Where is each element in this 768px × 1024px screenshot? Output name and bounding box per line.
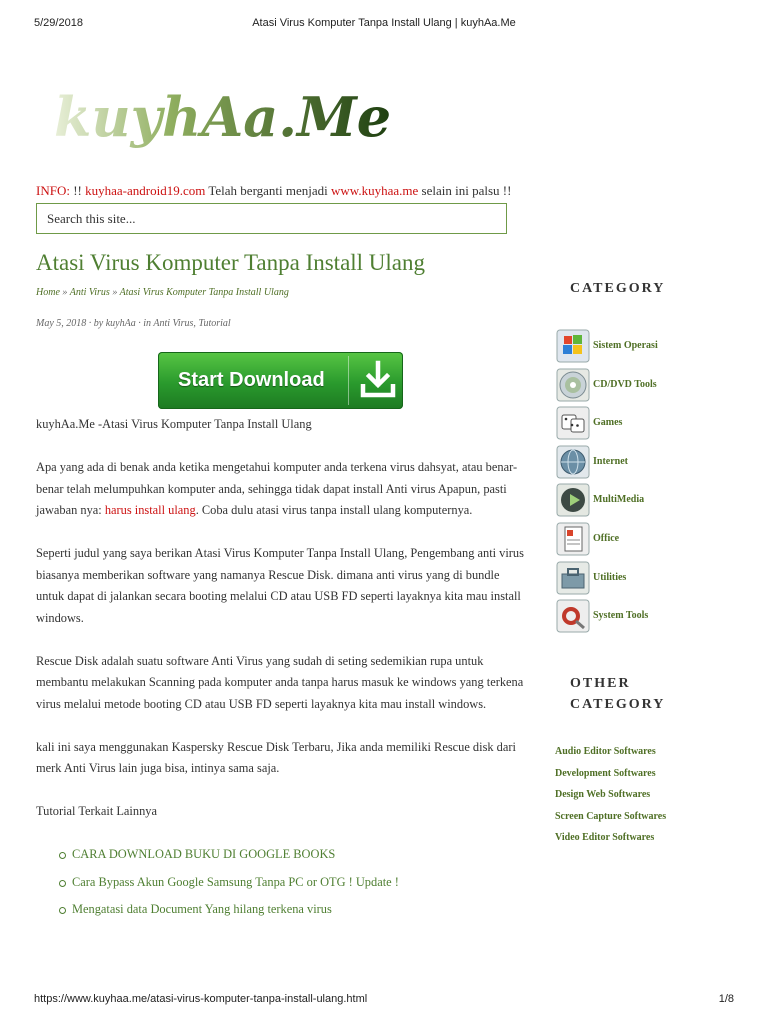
other-category-heading-line2: CATEGORY [570,697,666,712]
paragraph: kali ini saya menggunakan Kaspersky Rescue Disk Terbaru, Jika anda memiliki Rescue disk dari merk Anti Virus lain juga bisa, intinya sama saja. [36,739,516,775]
other-category-link[interactable]: Audio Editor Softwares [555,746,656,757]
other-category-heading-line1: OTHER [570,676,631,691]
category-item-games[interactable] [555,405,745,444]
paragraph [36,457,526,522]
meta-in: · in [138,318,152,329]
print-page-number: 1/8 [718,993,734,1005]
paragraph: Rescue Disk adalah suatu software Anti Virus yang sudah di seting sedemikian rupa untuk membantu melakukan Scanning pada komputer anda tanpa harus masuk ke windows yang terkena virus melalui metode booting CD atau USB FD seperti layaknya kita mau install windows. [36,653,524,711]
download-arrow-icon [358,360,398,400]
search-input[interactable]: Search this site... [36,203,507,234]
info-tail-text: selain ini palsu !! [421,183,512,198]
windows-logo-icon [555,328,591,364]
post-category-link[interactable]: Anti Virus, [153,318,196,329]
post-category-link[interactable]: Tutorial [198,318,231,329]
category-label: Internet [593,455,628,467]
info-exclaim: !! [73,183,82,198]
toolbox-icon [555,560,591,596]
print-url: https://www.kuyhaa.me/atasi-virus-komputer-tanpa-install-ulang.html [34,993,368,1005]
category-item-multimedia[interactable] [555,482,745,521]
breadcrumb-category[interactable]: Anti Virus [69,287,110,298]
info-label: INFO: [36,183,70,198]
category-label: Office [593,532,620,544]
category-item-system-tools[interactable] [555,598,745,637]
paragraph: Seperti judul yang saya berikan Atasi Virus Komputer Tanpa Install Ulang, Pengembang anti virus biasanya memberikan software yang namanya Rescue Disk. dimana anti virus yang di bundle untuk dapat di jalankan secara booting melalui CD atau USB FD seperti layaknya kita mau install windows. [36,546,524,625]
disc-icon [555,367,591,403]
category-item-internet[interactable] [555,444,745,483]
category-label: Games [593,417,623,429]
related-list [36,844,526,921]
list-item [36,872,526,894]
new-domain-link[interactable]: www.kuyhaa.me [331,183,419,198]
print-date: 5/29/2018 [34,17,83,29]
other-category-heading [570,673,665,715]
category-label: CD/DVD Tools [593,378,657,390]
post-author-link[interactable]: kuyhAa [105,318,136,329]
install-ulang-link[interactable]: harus install ulang [104,503,196,517]
other-category-link[interactable]: Design Web Softwares [555,789,651,800]
globe-icon [555,444,591,480]
category-label: MultiMedia [593,494,645,506]
category-label: System Tools [593,610,649,622]
document-icon [555,521,591,557]
breadcrumb-current: Atasi Virus Komputer Tanpa Install Ulang [119,287,289,298]
other-category-link[interactable]: Video Editor Softwares [555,832,655,843]
list-item [36,844,526,866]
breadcrumb-home[interactable]: Home [36,287,60,298]
paragraph-text: . Coba dulu atasi virus tanpa install ulang komputernya. [195,503,473,517]
media-player-icon [555,482,591,518]
related-link[interactable]: CARA DOWNLOAD BUKU DI GOOGLE BOOKS [72,847,336,861]
category-heading: CATEGORY [570,281,666,296]
category-label: Sistem Operasi [593,340,658,351]
other-category-link[interactable]: Screen Capture Softwares [555,810,667,822]
post-meta [36,318,231,329]
old-domain-link[interactable]: kuyhaa-android19.com [85,183,206,198]
breadcrumb-separator: » [62,287,68,298]
category-item-cd-dvd-tools[interactable] [555,367,745,406]
related-link[interactable]: Mengatasi data Document Yang hilang terkena virus [72,902,332,916]
category-list [555,328,745,637]
button-divider [348,356,349,405]
related-link[interactable]: Cara Bypass Akun Google Samsung Tanpa PC or OTG ! Update ! [72,874,399,889]
post-title: Atasi Virus Komputer Tanpa Install Ulang [36,250,426,275]
print-header [34,17,734,33]
site-logo[interactable] [52,62,392,162]
related-heading: Tutorial Terkait Lainnya [36,804,157,818]
category-label: Utilities [593,571,627,583]
post-content [36,414,526,927]
breadcrumb [36,287,289,298]
tools-icon [555,598,591,634]
start-download-button[interactable] [158,352,403,409]
other-category-list [555,746,755,854]
info-notice [36,183,526,199]
logo-text: kuyhAa.Me [54,85,392,149]
print-footer [34,993,734,1009]
category-item-office[interactable] [555,521,745,560]
meta-by: · by [88,318,104,329]
list-item [36,899,526,921]
category-item-utilities[interactable] [555,560,745,599]
post-date: May 5, 2018 [36,318,87,329]
download-button-label: Start Download [178,369,325,391]
category-item-sistem-operasi[interactable] [555,328,745,367]
intro-paragraph: kuyhAa.Me -Atasi Virus Komputer Tanpa Install Ulang [36,417,312,431]
paragraph-text: Apa yang ada di benak anda ketika mengetahui komputer anda terkena virus dahsyat, atau benar-benar telah melumpuhkan komputer anda, sehingga tidak dapat install Anti virus Apapun, pasti jawaban nya: [36,460,518,517]
info-mid-text: Telah berganti menjadi [208,183,328,198]
breadcrumb-separator: » [112,287,118,298]
print-title: Atasi Virus Komputer Tanpa Install Ulang | kuyhAa.Me [252,17,516,29]
dice-icon [555,405,591,441]
other-category-link[interactable]: Development Softwares [555,767,656,779]
